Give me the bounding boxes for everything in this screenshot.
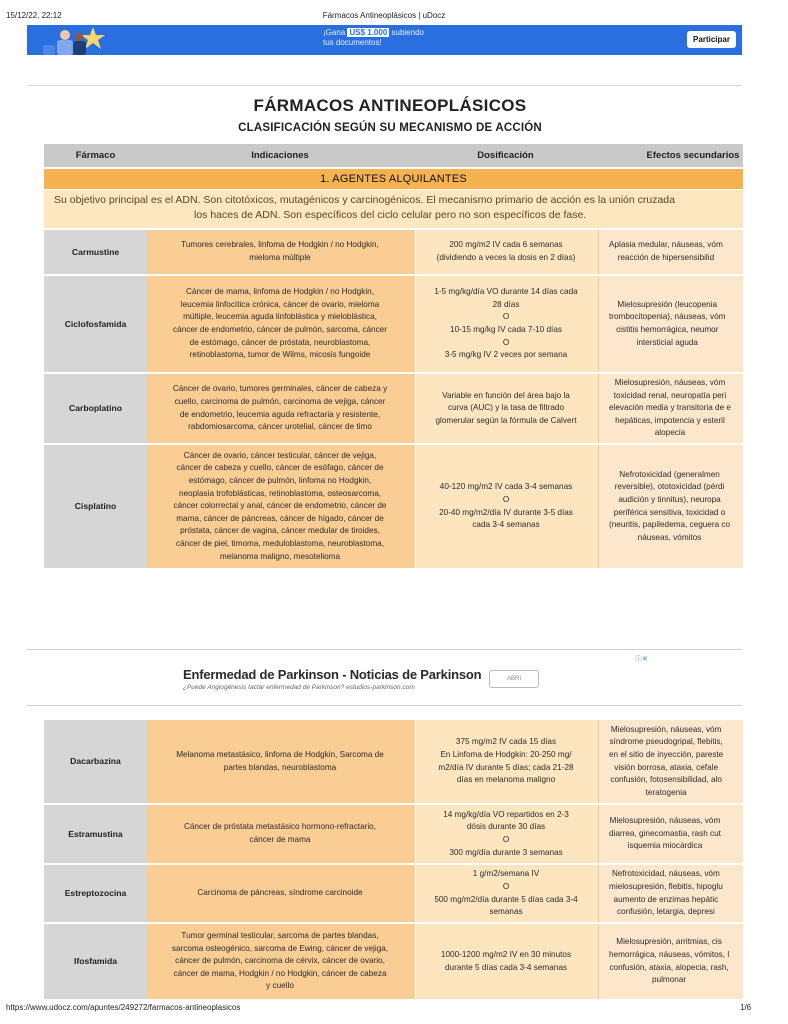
cell-line: glomerular según la fórmula de Calvert (435, 415, 577, 425)
column-header-indicaciones: Indicaciones (251, 150, 309, 161)
cell-line: Mielosupresión, náuseas, vóm (609, 816, 721, 826)
cell-line: Nefrotoxicidad (generalmen (619, 469, 720, 479)
table-row (44, 924, 743, 1000)
cell-line: (neuritis, papiledema, ceguera co (609, 520, 731, 530)
cell-text (443, 809, 569, 859)
cell-line: trombocitopenia), náuseas, vóm (609, 312, 726, 322)
cell-line: O (502, 835, 510, 844)
drug-name: Cisplatino (44, 445, 147, 568)
cell-line: cáncer de endometrio, cáncer de pulmón, sarcoma, cáncer (173, 325, 387, 334)
cell-line: Mielosupresión, náuseas, vóm (614, 378, 726, 388)
cell-line: Mielosupresión (leucopenia (617, 299, 718, 309)
cell-text (609, 724, 723, 800)
ad-subtext: ¿Puede Angiogénesis tactar enfermedad de Parkinson? estudios-parkinson.com (183, 684, 415, 691)
cell-line: próstata, cáncer de vagina, cáncer medular de tiroides, (180, 526, 380, 536)
cell-line: pulmonar (652, 975, 687, 985)
cell-line: 1 g/m2/semana IV (472, 869, 540, 879)
cell-text (434, 868, 577, 918)
cell-line: semanas (489, 907, 523, 917)
cell-line: Variable en función del área bajo la (442, 390, 570, 400)
cell-line: cáncer de pulmón, carcinoma de cérvix, cáncer de ovario, (175, 956, 385, 966)
cell-text (609, 377, 731, 440)
drug-name: Carboplatino (44, 374, 147, 443)
print-header (0, 0, 768, 20)
drug-indications (147, 924, 413, 999)
cell-line: Cáncer de ovario, tumores germinales, cáncer de cabeza y (172, 384, 388, 394)
cell-line: cáncer de mama (249, 835, 311, 844)
column-header-efectos: Efectos secundarios (646, 150, 740, 161)
cell-line: Tumores cerebrales, linfoma de Hodgkin / no Hodgkin, (181, 240, 379, 250)
cell-text (184, 821, 376, 846)
drug-name: Carmustine (44, 230, 147, 274)
cell-line: 500 mg/m2/día durante 5 días cada 3-4 (434, 894, 578, 904)
cell-line: reacción de hipersensibilid (617, 253, 715, 262)
column-header-dosificacion: Dosificación (477, 150, 534, 161)
banner-message: ¡Gana US$ 1.000 subiendo tus documentos! (323, 28, 424, 47)
cell-line: toxicidad renal, neuropatía peri (613, 390, 727, 400)
cell-line: Cáncer de ovario, cáncer testicular, cáncer de vejiga, (183, 450, 377, 460)
cell-text (434, 286, 577, 362)
cell-line: 1000-1200 mg/m2 IV en 30 minutos (440, 949, 572, 959)
category-description-line1: Su objetivo principal es el ADN. Son citotóxicos, mutagénicos y carcinogénicos. El mecanismo primario de acción es la unión cruzada (54, 194, 675, 206)
cell-text (174, 450, 387, 563)
cell-text (439, 481, 573, 531)
drug-dosage (413, 865, 598, 922)
cell-line: O (502, 312, 510, 322)
drug-indications (147, 805, 413, 863)
ad-open-button[interactable]: ABRI (489, 670, 539, 688)
cell-line: alopecia (654, 428, 686, 438)
cell-line: Aplasia medular, náuseas, vóm (609, 240, 723, 250)
cell-line: 28 días (492, 299, 520, 309)
cell-line: mieloma múltiple (249, 253, 311, 262)
cell-line: náuseas, vómitos (637, 532, 702, 542)
table-header (44, 144, 743, 167)
cell-text (435, 390, 576, 428)
cell-line: mielosupresión, flebitis, hipoglu (609, 881, 723, 891)
drug-dosage (413, 720, 598, 803)
cell-text (197, 887, 362, 900)
cell-line: mama, cáncer de páncreas, cáncer de hígado, cáncer de (176, 513, 384, 523)
cell-line: Mielosupresión, arritmias, cis (616, 937, 722, 947)
cell-line: cáncer de mama, Hodgkin / no Hodgkin, cáncer de cabeza (173, 968, 387, 978)
cell-line: Cáncer de próstata metastásico hormono-refractario, (183, 822, 377, 832)
drug-indications (147, 445, 413, 568)
print-page-title: Fármacos Antineoplásicos | uDocz (322, 11, 446, 20)
drug-indications (147, 374, 413, 443)
drug-dosage (413, 445, 598, 568)
cell-line: O (502, 494, 510, 504)
cell-text (609, 868, 723, 918)
document-subtitle: CLASIFICACIÓN SEGÚN SU MECANISMO DE ACCIÓN (238, 122, 542, 134)
cell-line: leucemia linfocítica crónica, cáncer de ovario, mieloma (180, 299, 380, 309)
footer-url: https://www.udocz.com/apuntes/249272/farmacos-antineoplasicos (6, 1003, 241, 1012)
drug-indications (147, 865, 413, 922)
drug-indications (147, 720, 413, 803)
cell-line: cáncer de piel, timoma, meduloblastoma, neuroblastoma, (176, 538, 384, 548)
cell-line: 200 mg/m2 IV cada 6 semanas (449, 240, 563, 250)
page-divider (27, 649, 742, 650)
cell-line: isquemia miocárdica (627, 841, 703, 851)
participar-button[interactable]: Participar (687, 31, 736, 48)
banner-amount: US$ 1.000 (349, 28, 388, 37)
cell-line: diarrea, ginecomastia, rash cut (609, 828, 721, 838)
drug-name: Estramustina (44, 805, 147, 863)
cell-line: de endometrio, leucemia aguda refractaria y resistente, (179, 409, 381, 419)
cell-line: múltiple, leucemia aguda linfoblástica y mieloblástica, (183, 312, 377, 322)
cell-line: de estómago, cáncer de próstata, neuroblastoma, (189, 337, 371, 347)
cell-line: partes blandas, neuroblastoma (223, 762, 337, 772)
cell-text (173, 383, 387, 433)
cell-line: cada 3-4 semanas (472, 520, 540, 530)
category-title: 1. AGENTES ALQUILANTES (44, 169, 743, 189)
drug-effects (598, 230, 743, 274)
cell-line: audición y tinnitus), neuropa (618, 494, 721, 504)
cell-line: dósis durante 30 días (466, 822, 546, 832)
table-row (44, 805, 743, 864)
cell-line: 20-40 mg/m2/día IV durante 3-5 días (439, 507, 573, 517)
cell-line: Melanoma metastásico, linfoma de Hodgkin, Sarcoma de (176, 749, 384, 759)
cell-line: 10-15 mg/kg IV cada 7-10 días (450, 325, 562, 334)
cell-line: confusión, fotosensibilidad, alo (610, 775, 722, 785)
cell-line: O (502, 337, 510, 347)
promo-banner (27, 25, 752, 55)
drug-name: Estreptozocina (44, 865, 147, 922)
cell-text (173, 286, 387, 362)
ad-headline[interactable]: Enfermedad de Parkinson - Noticias de Parkinson (183, 667, 482, 682)
cell-line: visión borrosa, ataxia, cefale (614, 762, 718, 772)
cell-line: elevación media y transitoria de e (609, 403, 731, 413)
drug-name: Ifosfamida (44, 924, 147, 999)
cell-line: (dividiendo a veces la dosis en 2 días) (436, 253, 576, 262)
drug-effects (598, 924, 743, 999)
cell-text (438, 736, 573, 786)
cell-line: 300 mg/día durante 3 semanas (449, 847, 563, 857)
cell-line: cistitis hemorrágica, neumor (616, 325, 719, 334)
print-date: 15/12/22, 22:12 (6, 11, 62, 20)
page-divider (27, 705, 742, 706)
cell-text (609, 299, 726, 349)
cell-line: 375 mg/m2 IV cada 15 días (455, 737, 557, 747)
cell-line: síndrome pseudogripal, flebitis, (609, 737, 723, 747)
cell-line: Carcinoma de páncreas, síndrome carcinoide (197, 888, 363, 898)
drug-dosage (413, 805, 598, 863)
cell-line: Tumor germinal testicular, sarcoma de partes blandas, (181, 931, 379, 941)
drug-effects (598, 865, 743, 922)
drug-dosage (413, 924, 598, 999)
drug-effects (598, 374, 743, 443)
close-icon[interactable]: ✕ (742, 30, 752, 42)
drug-name: Ciclofosfamida (44, 276, 147, 372)
cell-text (176, 749, 384, 774)
cell-line: Cáncer de mama, linfoma de Hodgkin / no Hodgkin, (186, 287, 374, 297)
drug-name: Dacarbazina (44, 720, 147, 803)
cell-line: cáncer de cabeza y cuello, cáncer de esófago, cáncer de (176, 463, 384, 473)
cell-line: 1-5 mg/kg/día VO durante 14 días cada (434, 287, 578, 297)
drug-effects (598, 805, 743, 863)
column-header-farmaco: Fármaco (75, 150, 116, 161)
cell-text (609, 815, 721, 853)
drug-dosage (413, 230, 598, 274)
cell-text (609, 936, 729, 986)
cell-line: en el sitio de inyección, pareste (609, 749, 724, 759)
cell-line: intersticial aguda (636, 337, 698, 347)
table-row (44, 230, 743, 275)
drug-effects (598, 276, 743, 372)
cell-line: Nefrotoxicidad, náuseas, vóm (611, 869, 720, 879)
table-row (44, 865, 743, 923)
banner-illustration (37, 25, 119, 55)
cell-text (181, 239, 379, 264)
document-top-border (27, 85, 742, 86)
cell-line: aumento de enzimas hepátic (613, 894, 719, 904)
cell-text (609, 239, 723, 264)
cell-line: cáncer colorrectal y anal, cáncer de endometrio, cáncer de (173, 501, 387, 511)
drug-effects (598, 720, 743, 803)
cell-line: hepáticas, impotencia y esteril (615, 415, 725, 425)
table-row (44, 374, 743, 444)
table-row (44, 445, 743, 569)
cell-line: m2/día IV durante 5 días; cada 21-28 (438, 762, 574, 772)
table-row (44, 720, 743, 804)
cell-line: teratogenia (645, 787, 687, 797)
cell-line: O (502, 881, 510, 891)
cell-line: rabdomiosarcoma, cáncer urotelial, cáncer de timo (188, 422, 372, 432)
cell-line: confusión, letargia, depresi (616, 907, 715, 917)
cell-text (437, 239, 576, 264)
cell-line: hemorrágica, náuseas, vómitos, l (609, 949, 730, 959)
cell-line: melanoma maligno, mesotelioma (219, 551, 341, 561)
cell-line: cuello, carcinoma de pulmón, carcinoma de vejiga, cáncer (174, 396, 386, 406)
cell-line: neoplasia trofoblásticas, retinoblastoma, osteosarcoma, (178, 488, 382, 498)
ad-banner[interactable] (165, 653, 653, 697)
cell-line: 3-5 mg/kg IV 2 veces por semana (444, 350, 568, 360)
cell-text (609, 469, 730, 545)
drug-indications (147, 276, 413, 372)
cell-line: confusión, ataxia, alopecia, rash, (609, 962, 729, 972)
cell-text (172, 930, 388, 993)
cell-line: En Linfoma de Hodgkin: 20-250 mg/ (440, 749, 572, 759)
drug-indications (147, 230, 413, 274)
document-title: FÁRMACOS ANTINEOPLÁSICOS (253, 96, 527, 115)
drug-dosage (413, 374, 598, 443)
cell-line: durante 5 días cada 3-4 semanas (445, 962, 567, 972)
cell-line: estómago, cáncer de pulmón, linfoma no Hodgkin, (188, 476, 372, 486)
cell-line: periférica sensitiva, toxicidad o (613, 507, 726, 517)
adchoices-icon[interactable]: ⓘ✕ (635, 656, 648, 663)
cell-line: curva (AUC) y la tasa de filtrado (447, 403, 565, 413)
table-row (44, 276, 743, 373)
cell-line: y cuello (266, 981, 294, 991)
category-description (44, 190, 743, 228)
cell-line: reversible), ototoxicidad (pérdi (614, 482, 725, 492)
cell-text (441, 949, 571, 974)
category-description-line2: los haces de ADN. Son específicos del ciclo celular pero no son específicos de fase. (194, 209, 587, 221)
cell-line: días en melanoma maligno (456, 775, 556, 785)
drug-dosage (413, 276, 598, 372)
cell-line: retinoblastoma, tumor de Wilms, micosis fungoide (189, 350, 371, 360)
footer-page-number: 1/6 (740, 1003, 752, 1012)
cell-line: 40-120 mg/m2 IV cada 3-4 semanas (439, 482, 573, 492)
drug-effects (598, 445, 743, 568)
cell-line: Mielosupresión, náuseas, vóm (610, 724, 722, 734)
cell-line: sarcoma osteogénico, sarcoma de Ewing, cáncer de vejiga, (171, 943, 389, 953)
cell-line: 14 mg/kg/día VO repartidos en 2-3 (443, 809, 569, 819)
